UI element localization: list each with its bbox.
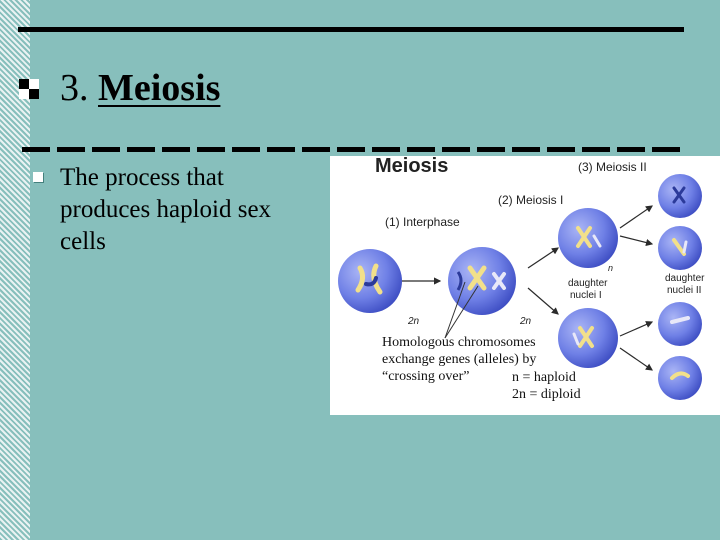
top-rule xyxy=(18,27,684,32)
divider-rule xyxy=(22,147,680,152)
daughter-cell-bottom xyxy=(558,308,618,368)
interphase-cell xyxy=(338,249,402,313)
gamete-cell-4 xyxy=(658,356,702,400)
title-bullet-icon xyxy=(19,79,39,99)
crossing-line-3: “crossing over” xyxy=(382,369,470,384)
label-n-daughter: n xyxy=(608,263,614,273)
arrow-to-gamete-1 xyxy=(620,206,652,228)
legend-diploid: 2n = diploid xyxy=(512,387,581,402)
gamete-cell-2 xyxy=(658,226,702,270)
daughter-nuclei-1-line1: daughter xyxy=(568,278,608,289)
title-number: 3. xyxy=(60,67,89,109)
daughter-nuclei-2-line1: daughter xyxy=(665,273,705,284)
meiosis-diagram xyxy=(330,156,720,415)
stage-interphase: (1) Interphase xyxy=(385,215,460,229)
meiosis-1-cell xyxy=(448,247,516,315)
slide-title xyxy=(60,66,220,110)
stage-meiosis-2: (3) Meiosis II xyxy=(578,160,647,174)
body-bullet-icon xyxy=(33,172,43,182)
stage-meiosis-1: (2) Meiosis I xyxy=(498,193,564,207)
arrow-to-gamete-2 xyxy=(620,236,652,244)
crossing-line-2: exchange genes (alleles) by xyxy=(382,352,537,367)
gamete-cell-3 xyxy=(658,302,702,346)
crossing-line-1: Homologous chromosomes xyxy=(382,335,536,350)
arrow-to-daughter-bottom xyxy=(528,288,558,314)
arrow-to-gamete-3 xyxy=(620,322,652,336)
daughter-cell-top xyxy=(558,208,618,268)
arrow-to-gamete-4 xyxy=(620,348,652,370)
legend-haploid: n = haploid xyxy=(512,370,576,385)
label-2n-interphase: 2n xyxy=(408,316,420,327)
title-word: Meiosis xyxy=(98,67,221,109)
arrow-to-daughter-top xyxy=(528,248,558,268)
daughter-nuclei-2-line2: nuclei II xyxy=(667,285,702,296)
bullet-text: The process that produces haploid sex cells xyxy=(60,164,272,255)
gamete-cell-1 xyxy=(658,174,702,218)
diagram-heading: Meiosis xyxy=(375,156,449,177)
label-2n-meiosis1: 2n xyxy=(520,316,532,327)
daughter-nuclei-1-line2: nuclei I xyxy=(570,290,602,301)
